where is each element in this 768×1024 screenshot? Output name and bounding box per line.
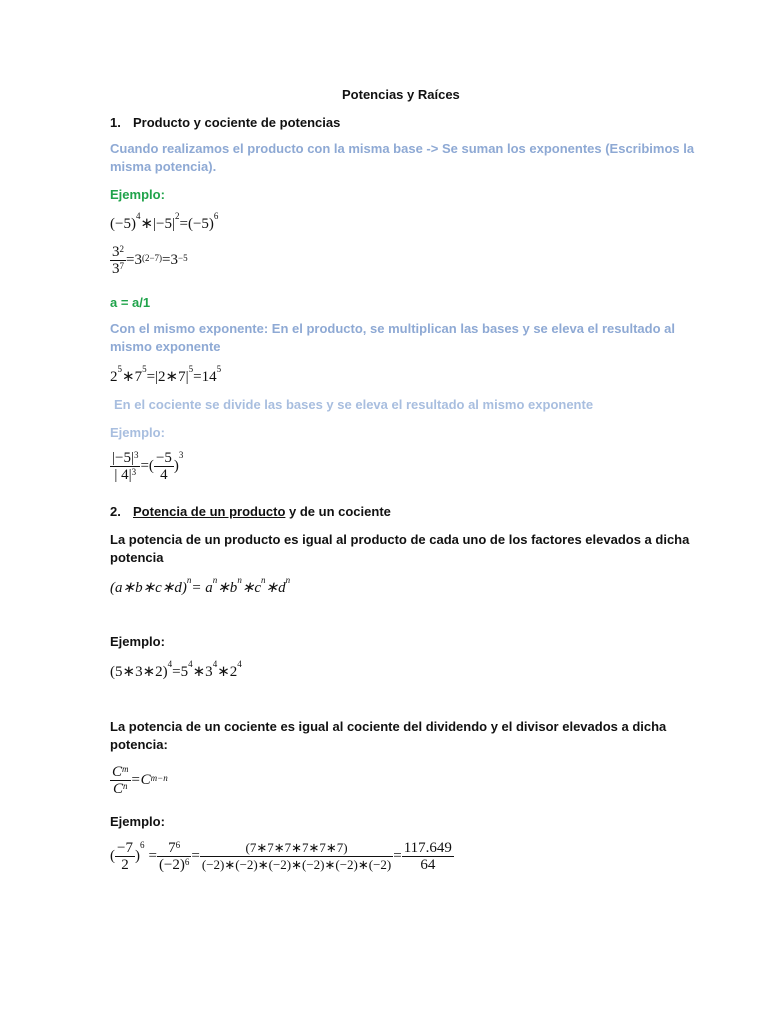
section1-number: 1. [110,115,121,130]
example-label: Ejemplo: [110,187,165,202]
rule-product-line1: Cuando realizamos el producto con la misma base -> Se suman los exponentes (Escribimos la [110,141,695,156]
fraction: $\frac{7^6}{(-2)^6}$ [158,840,190,873]
rule-quotient: En el cociente se divide las bases y se eleva el resultado al mismo exponente [114,397,594,412]
example-power-of-product: $(5∗3∗2)^4=5^4∗3^4∗2^4$ [110,659,242,680]
example-label-4: Ejemplo: [110,814,165,829]
fraction: $\frac{-5}{4}$ [155,450,172,483]
fraction: $\frac{117.649}{64}$ [403,840,452,873]
fraction: $\frac{C^m}{C^n}$ [112,764,129,797]
rule-product-line2: misma potencia). [110,159,217,174]
fraction: $\frac{|-5|^3}{| 4|^3}$ [112,450,139,483]
example-label-2: Ejemplo: [110,425,165,440]
example-power-of-quotient: ( $\frac{-7}{2}$ ) $^6$ = $\frac{7^6}{(-2)^6}$ = $\frac{(7∗7∗7∗7∗7∗7)}{(-2)∗(-2)∗(-2)∗(-2)∗(-2)∗(-2)}$ = $\frac{117.649}{64}$ [110,839,452,873]
formula-power-of-quotient: $\frac{C^m}{C^n}$ =C $^{m-n}$ [112,764,168,797]
desc-quotient-line1: La potencia de un cociente es igual al cociente del dividendo y el divisor elevados a dicha [110,719,667,734]
section2-heading: Potencia de un producto y de un cociente [133,504,391,519]
page-title: Potencias y Raíces [342,87,460,102]
desc-quotient-line2: potencia: [110,737,168,752]
fraction: $\frac{3^2}{3^7}$ [112,244,124,277]
section1-heading: Producto y cociente de potencias [133,115,341,130]
desc-product-line1: La potencia de un producto es igual al producto de cada uno de los factores elevados a dicha [110,532,690,547]
note-a-over-1: a = a/1 [110,295,151,310]
equation-quotient-same-base: $\frac{3^2}{3^7}$ =3 $^{(2-7)}$ =3 $^{-5}$ [112,244,188,277]
fraction: $\frac{(7∗7∗7∗7∗7∗7)}{(-2)∗(-2)∗(-2)∗(-2)∗(-2)∗(-2)}$ [201,840,392,872]
rule-same-exponent-line2: mismo exponente [110,339,221,354]
formula-power-of-product: (a∗b∗c∗d)$^n$= $a^n∗b^n∗c^n∗d^n$ [110,575,291,596]
desc-product-line2: potencia [110,550,164,565]
equation-product-same-base: $(-5)^4∗|-5|^2=(-5)^6$ [110,211,219,232]
fraction: $\frac{-7}{2}$ [117,840,133,873]
equation-product-same-exponent: $2^5∗7^5=|2∗7|^5=14^5$ [110,364,222,385]
example-label-3: Ejemplo: [110,634,165,649]
section2-number: 2. [110,504,121,519]
equation-quotient-same-exponent: $\frac{|-5|^3}{| 4|^3}$ =( $\frac{-5}{4}$ ) $^3$ [112,449,184,483]
rule-same-exponent-line1: Con el mismo exponente: En el producto, se multiplican las bases y se eleva el resultado al [110,321,675,336]
